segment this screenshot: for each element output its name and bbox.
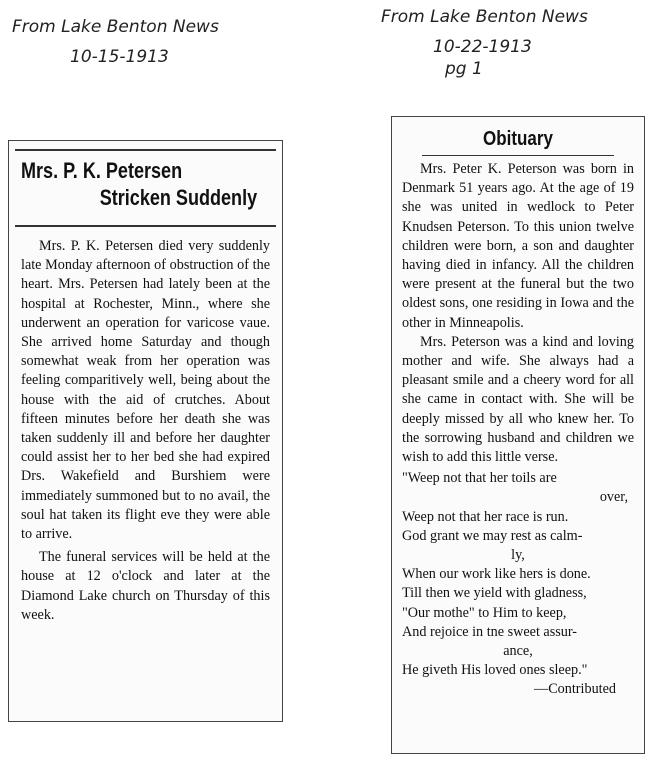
left-headline-line1: Mrs. P. K. Petersen — [21, 158, 183, 183]
left-paragraph-2: The funeral services will be held at the house at 12 o'clock and later at the Diamond Lake church on Thursday of this week. — [21, 549, 270, 623]
left-paragraph-1: Mrs. P. K. Petersen died very suddenly late Monday afternoon of obstruction of the heart. Mrs. Petersen had lately been at the hospital at Rochester, Minn., where she underwent an operation for varicose vaue. She arrived home Saturday and though somewhat weak from her operation was feeling comparitively well, being about the house with the aid of crutches. About fifteen minutes before her death she was taken suddenly ill and before her daughter could assist her to her bed she had expired Drs. Wakefield and Burshiem were immediately summoned but to no avail, the soul hat taken its flight eve they were able to arrive. — [21, 238, 270, 543]
right-note-source: From Lake Benton News — [381, 7, 588, 27]
left-note-date: 10-15-1913 — [70, 47, 169, 67]
obituary-headline: Obituary — [483, 128, 553, 150]
verse-block — [402, 469, 634, 699]
verse-line-4: God grant we may rest as calm- — [402, 527, 583, 544]
verse-line-6: When our work like hers is done. — [402, 566, 591, 583]
verse-line-5: ly, — [511, 547, 525, 564]
right-paragraph-2: Mrs. Peterson was a kind and loving mother and wife. She always had a pleasant smile and a cheery word for all she came in contact with. She will be deeply missed by all who knew her. To the sorrowing husband and children we wish to add this little verse. — [402, 333, 634, 466]
verse-line-1: "Weep not that her toils are — [402, 470, 557, 487]
right-note-date: 10-22-1913 — [433, 37, 532, 57]
left-newspaper-clipping — [8, 140, 283, 722]
right-paragraph-1: Mrs. Peter K. Peterson was born in Denmark 51 years ago. At the age of 19 she was united in wedlock to Peter Knudsen Peterson. To this union twelve children were born, a son and daughter having died in infancy. All the children were present at the funeral but the two oldest sons, one residing in Iowa and the other in Minneapolis. — [402, 161, 634, 331]
verse-line-10: ance, — [503, 643, 533, 660]
verse-line-8: "Our mothe" to Him to keep, — [402, 604, 567, 621]
verse-line-9: And rejoice in tne sweet assur- — [402, 623, 578, 640]
contributed-signature: —Contributed — [534, 681, 616, 698]
left-headline-block — [9, 151, 282, 219]
right-note-page: pg 1 — [445, 59, 483, 79]
verse-line-3: Weep not that her race is run. — [402, 508, 569, 525]
right-article-body — [392, 156, 644, 700]
verse-line-11: He giveth His loved ones sleep." — [402, 662, 588, 679]
verse-line-2: over, — [599, 489, 628, 506]
left-note-source: From Lake Benton News — [12, 17, 219, 37]
left-handwritten-note — [12, 16, 219, 68]
verse-line-7: Till then we yield with gladness, — [402, 585, 587, 602]
right-newspaper-clipping — [391, 116, 645, 754]
left-article-body — [9, 227, 282, 625]
right-handwritten-note — [381, 6, 588, 80]
left-headline-line2: Stricken Suddenly — [99, 185, 258, 210]
